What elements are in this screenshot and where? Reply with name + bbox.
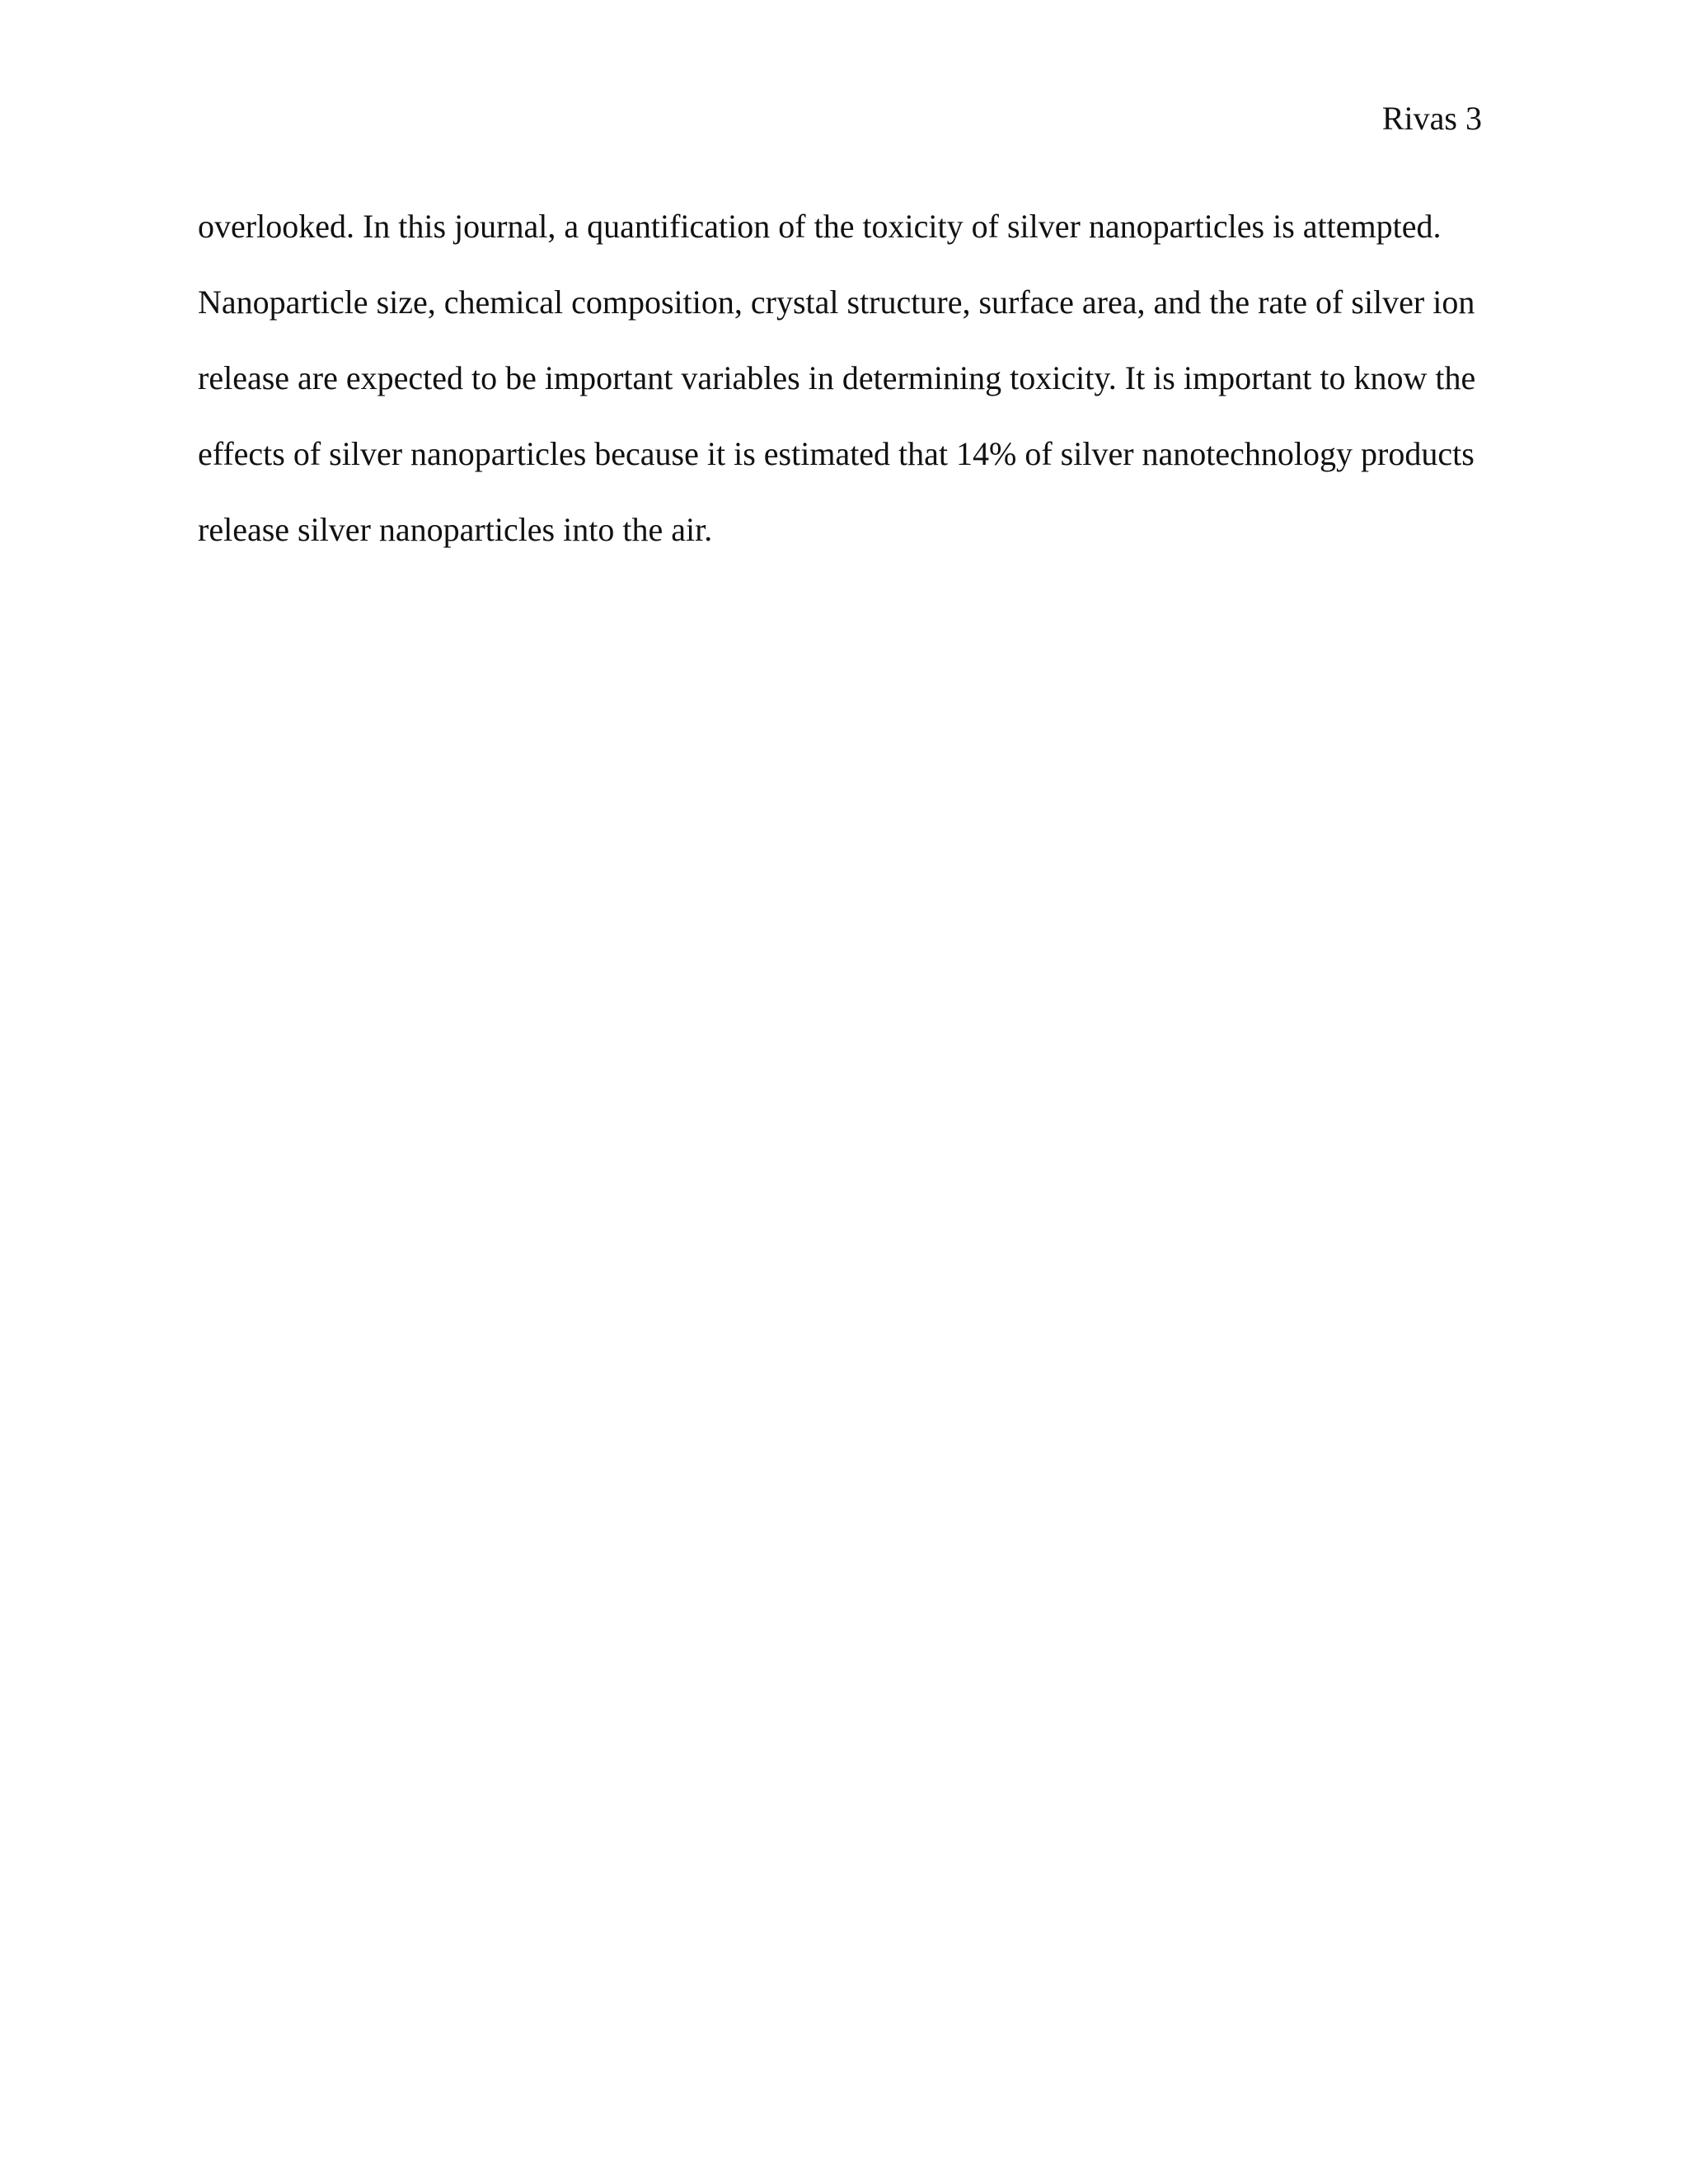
paragraph-line: Nanoparticle size, chemical composition, crystal structure, surface area, and the rate of silver ion xyxy=(198,284,1475,321)
paragraph-line: release silver nanoparticles into the air. xyxy=(198,511,713,548)
page-header-running-head: Rivas 3 xyxy=(1381,100,1482,137)
paragraph-line: release are expected to be important variables in determining toxicity. It is important to know the xyxy=(198,359,1476,396)
paragraph-line: effects of silver nanoparticles because it is estimated that 14% of silver nanotechnology products xyxy=(198,435,1475,472)
paragraph-line: overlooked. In this journal, a quantification of the toxicity of silver nanoparticles is attempted. xyxy=(198,208,1442,245)
body-paragraph xyxy=(198,199,1517,579)
